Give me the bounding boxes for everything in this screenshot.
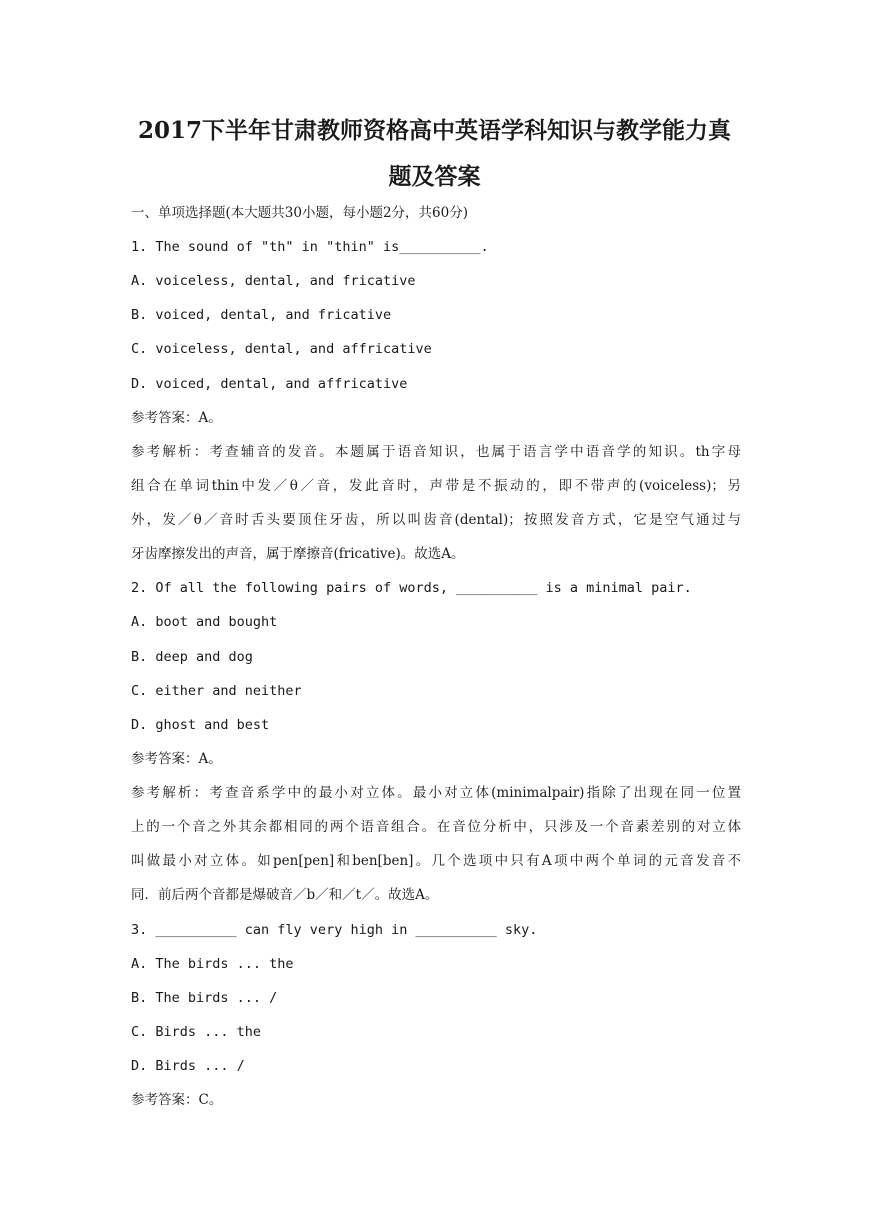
question-2-analysis-line-1: 参考解析：考查音系学中的最小对立体。最小对立体(minimalpair)指除了出现在同一位置 <box>131 785 741 801</box>
title-line-1: 2017下半年甘肃教师资格高中英语学科知识与教学能力真 <box>137 117 731 144</box>
question-3-option-a: A. The birds ... the <box>131 956 294 972</box>
question-1-analysis-line-2: 组合在单词thin中发／θ／音，发此音时，声带是不振动的，即不带声的(voiceless)；另 <box>131 478 741 494</box>
title-line-2: 题及答案 <box>388 163 481 190</box>
question-1-option-a: A. voiceless, dental, and fricative <box>131 273 416 289</box>
question-3-answer: 参考答案：C。 <box>131 1092 223 1108</box>
question-2-analysis-line-2: 上的一个音之外其余都相同的两个语音组合。在音位分析中，只涉及一个音素差别的对立体 <box>131 819 741 835</box>
question-1-analysis-line-4: 牙齿摩擦发出的声音，属于摩擦音(fricative)。故选A。 <box>131 546 465 562</box>
question-2-analysis-line-3: 叫做最小对立体。如pen[pen]和ben[ben]。几个选项中只有A项中两个单词的元音发音不 <box>131 853 741 869</box>
question-1-stem: 1. The sound of "th" in "thin" is__________. <box>131 239 489 255</box>
question-2-stem: 2. Of all the following pairs of words, __________ is a minimal pair. <box>131 580 692 596</box>
question-3-stem: 3. __________ can fly very high in __________ sky. <box>131 922 538 938</box>
question-1-answer: 参考答案：A。 <box>131 410 222 426</box>
question-2-option-b: B. deep and dog <box>131 649 253 665</box>
question-2-option-c: C. either and neither <box>131 683 302 699</box>
question-2-option-d: D. ghost and best <box>131 717 270 733</box>
question-1-analysis-line-1: 参考解析：考查辅音的发音。本题属于语音知识，也属于语言学中语音学的知识。th字母 <box>131 444 741 460</box>
document-title <box>100 108 769 200</box>
question-2-option-a: A. boot and bought <box>131 614 278 630</box>
question-2-analysis-line-4: 同．前后两个音都是爆破音／b／和／t／。故选A。 <box>131 887 439 903</box>
question-1-option-d: D. voiced, dental, and affricative <box>131 376 408 392</box>
section-heading: 一、单项选择题(本大题共30小题，每小题2分，共60分) <box>131 205 468 221</box>
question-2-answer: 参考答案：A。 <box>131 751 222 767</box>
question-3-option-b: B. The birds ... / <box>131 990 278 1006</box>
question-1-option-c: C. voiceless, dental, and affricative <box>131 341 432 357</box>
question-3-option-d: D. Birds ... / <box>131 1058 245 1074</box>
question-1-analysis-line-3: 外，发／θ／音时舌头要顶住牙齿，所以叫齿音(dental)；按照发音方式，它是空气通过与 <box>131 512 741 528</box>
question-1-option-b: B. voiced, dental, and fricative <box>131 307 392 323</box>
question-3-option-c: C. Birds ... the <box>131 1024 262 1040</box>
